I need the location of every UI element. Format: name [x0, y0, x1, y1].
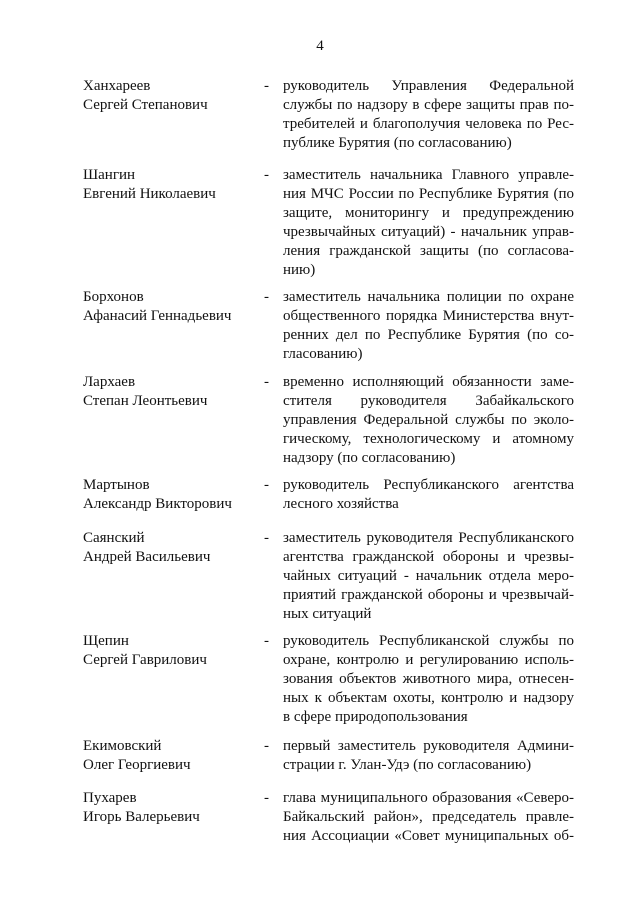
position-line: ния Ассоциации «Совет муниципальных об- — [283, 828, 574, 844]
member-name — [83, 288, 253, 326]
position-line: нию) — [283, 262, 316, 278]
separator-dash: - — [264, 167, 269, 183]
separator-dash: - — [264, 633, 269, 649]
position-line: Байкальский район», председатель правле- — [283, 809, 574, 825]
position-line: общественного порядка Министерства внут- — [283, 308, 574, 324]
member-given-names: Игорь Валерьевич — [83, 809, 200, 825]
member-name — [83, 166, 253, 204]
position-line: заместитель начальника Главного управле- — [283, 167, 574, 183]
position-line: гласованию) — [283, 346, 363, 362]
member-surname: Пухарев — [83, 790, 137, 806]
position-line: первый заместитель руководителя Админи- — [283, 738, 574, 754]
member-surname: Борхонов — [83, 289, 144, 305]
member-given-names: Александр Викторович — [83, 496, 232, 512]
position-line: ных ситуаций — [283, 606, 372, 622]
position-line: глава муниципального образования «Северо- — [283, 790, 574, 806]
position-line: ренних дел по Республике Бурятия (по со- — [283, 327, 574, 343]
position-line: защите, мониторингу и предупреждению — [283, 205, 574, 221]
page-number: 4 — [316, 38, 324, 54]
position-line: гическому, технологическому и атомному — [283, 431, 574, 447]
member-surname: Мартынов — [83, 477, 150, 493]
member-position — [283, 373, 574, 468]
position-line: охране, контролю и регулированию исполь- — [283, 652, 574, 668]
member-given-names: Сергей Степанович — [83, 97, 208, 113]
position-line: стителя руководителя Забайкальского — [283, 393, 574, 409]
separator-dash: - — [264, 530, 269, 546]
separator-dash: - — [264, 477, 269, 493]
member-surname: Ханхареев — [83, 78, 151, 94]
member-given-names: Сергей Гаврилович — [83, 652, 207, 668]
position-line: ления гражданской защиты (по согласова- — [283, 243, 574, 259]
member-surname: Екимовский — [83, 738, 162, 754]
position-line: приятий гражданской обороны и чрезвычай- — [283, 587, 574, 603]
member-position — [283, 632, 574, 727]
separator-dash: - — [264, 374, 269, 390]
member-position — [283, 789, 574, 846]
separator-dash: - — [264, 78, 269, 94]
position-line: публике Бурятия (по согласованию) — [283, 135, 512, 151]
separator-dash: - — [264, 790, 269, 806]
separator-dash: - — [264, 289, 269, 305]
member-name — [83, 737, 253, 775]
position-line: агентства гражданской обороны и чрезвы- — [283, 549, 574, 565]
member-position — [283, 166, 574, 280]
position-line: руководитель Управления Федеральной — [283, 78, 574, 94]
member-name — [83, 476, 253, 514]
position-line: руководитель Республиканской службы по — [283, 633, 574, 649]
member-surname: Шангин — [83, 167, 136, 183]
position-line: заместитель начальника полиции по охране — [283, 289, 574, 305]
member-position — [283, 288, 574, 364]
position-line: заместитель руководителя Республиканского — [283, 530, 574, 546]
position-line: лесного хозяйства — [283, 496, 399, 512]
member-given-names: Олег Георгиевич — [83, 757, 191, 773]
position-line: службы по надзору в сфере защиты прав по- — [283, 97, 574, 113]
member-name — [83, 789, 253, 827]
position-line: руководитель Республиканского агентства — [283, 477, 574, 493]
member-surname: Лархаев — [83, 374, 136, 390]
member-position — [283, 476, 574, 514]
position-line: страции г. Улан-Удэ (по согласованию) — [283, 757, 532, 773]
position-line: зования объектов животного мира, отнесен- — [283, 671, 574, 687]
member-given-names: Андрей Васильевич — [83, 549, 211, 565]
member-position — [283, 529, 574, 624]
member-surname: Щепин — [83, 633, 129, 649]
member-surname: Саянский — [83, 530, 145, 546]
member-position — [283, 737, 574, 775]
separator-dash: - — [264, 738, 269, 754]
position-line: в сфере природопользования — [283, 709, 468, 725]
position-line: требителей и благополучия человека по Рес- — [283, 116, 574, 132]
member-name — [83, 373, 253, 411]
member-name — [83, 77, 253, 115]
member-given-names: Афанасий Геннадьевич — [83, 308, 232, 324]
position-line: временно исполняющий обязанности заме- — [283, 374, 574, 390]
member-given-names: Евгений Николаевич — [83, 186, 216, 202]
member-name — [83, 632, 253, 670]
position-line: чрезвычайных ситуаций) - начальник управ- — [283, 224, 574, 240]
position-line: надзору (по согласованию) — [283, 450, 456, 466]
member-given-names: Степан Леонтьевич — [83, 393, 208, 409]
position-line: ных к объектам охоты, контролю и надзору — [283, 690, 574, 706]
position-line: чайных ситуаций - начальник отдела меро- — [283, 568, 574, 584]
member-name — [83, 529, 253, 567]
position-line: ния МЧС России по Республике Бурятия (по — [283, 186, 574, 202]
member-position — [283, 77, 574, 153]
position-line: управления Федеральной службы по эколо- — [283, 412, 574, 428]
